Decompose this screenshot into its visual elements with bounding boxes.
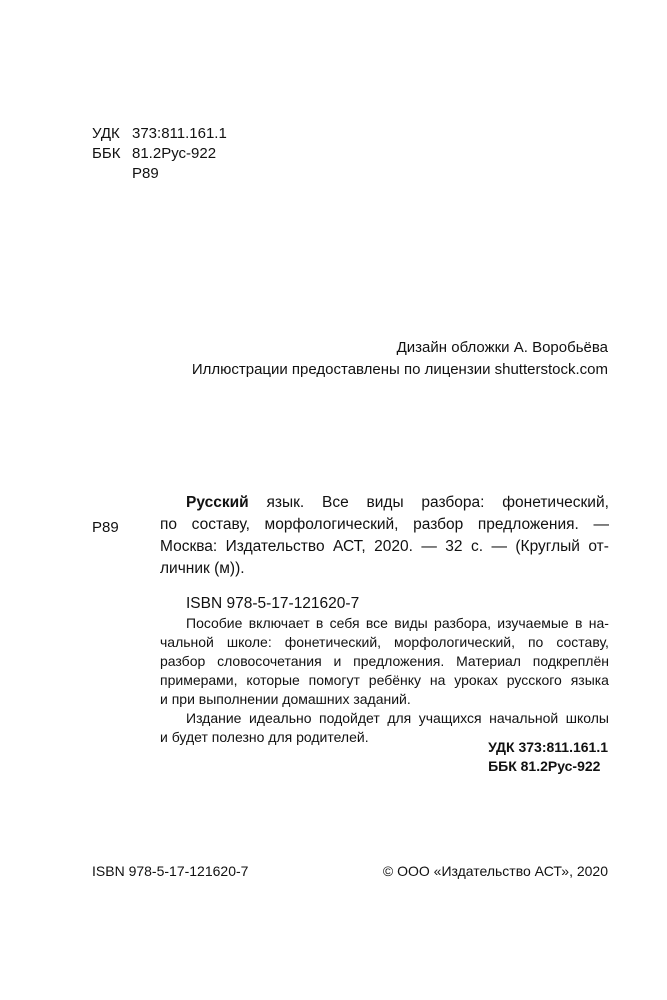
annotation-word: и: [333, 653, 342, 669]
annotation-word: включает: [248, 615, 310, 631]
annotation-word: изучаемые: [497, 615, 569, 631]
annotation-word: составу,: [556, 634, 609, 650]
annotation-word: Материал: [456, 653, 521, 669]
annotation-line: [160, 633, 609, 652]
biblio-word: морфологический,: [264, 516, 399, 533]
annotation-word: предложения.: [353, 653, 445, 669]
annotation-word: идеально: [248, 710, 312, 726]
biblio-word: разбора:: [421, 494, 485, 511]
annotation-word: подойдет: [319, 710, 380, 726]
biblio-word: предложения.: [477, 516, 579, 533]
biblio-word: язык.: [266, 494, 305, 511]
biblio-word: —: [421, 538, 437, 555]
udk-row: [92, 124, 227, 144]
biblio-word: —: [593, 516, 609, 533]
cover-design-credit: Дизайн обложки А. Воробьёва: [396, 339, 608, 356]
annotation: [160, 614, 609, 747]
annotation-line: [160, 614, 609, 633]
bibliographic-entry: [160, 492, 609, 580]
annotation-line: [160, 671, 609, 690]
annotation-word: школе:: [226, 634, 272, 650]
biblio-word: от-: [588, 538, 609, 555]
annotation-word: русского: [506, 672, 562, 688]
biblio-word: с.: [470, 538, 484, 555]
annotation-word: помогут: [308, 672, 360, 688]
annotation-word: примерами,: [160, 672, 238, 688]
annotation-word: в: [315, 615, 324, 631]
biblio-line-text: личник (м)).: [160, 560, 245, 577]
bbk-label: ББК: [92, 145, 121, 162]
biblio-word: 32: [445, 538, 463, 555]
annotation-word: на-: [588, 615, 609, 631]
annotation-word: в: [575, 615, 583, 631]
footer-copyright: © ООО «Издательство АСТ», 2020: [382, 863, 608, 879]
annotation-word: подкреплён: [532, 653, 609, 669]
biblio-word: Москва:: [160, 538, 218, 555]
annotation-word: разбора,: [434, 615, 491, 631]
biblio-line-1: [160, 492, 609, 514]
biblio-word: по: [160, 516, 178, 533]
annotation-line: [160, 690, 609, 709]
annotation-word: себя: [329, 615, 360, 631]
annotation-word: начальной: [489, 710, 559, 726]
bbk-row: [92, 144, 216, 164]
biblio-word: Все: [322, 494, 349, 511]
biblio-line-2: [160, 514, 609, 536]
udk-value: 373:811.161.1: [132, 125, 227, 142]
biblio-line-3: [160, 536, 609, 558]
annotation-line: [160, 709, 609, 728]
annotation-word: на: [429, 672, 446, 688]
biblio-line-4: [160, 558, 609, 580]
biblio-word: —: [491, 538, 507, 555]
udk-label: УДК: [92, 125, 120, 142]
annotation-word: словосочетания: [217, 653, 322, 669]
biblio-word: 2020.: [374, 538, 413, 555]
annotation-word: учащихся: [418, 710, 482, 726]
annotation-word: ребёнку: [368, 672, 422, 688]
biblio-word: составу,: [191, 516, 250, 533]
annotation-word: школы: [565, 710, 609, 726]
author-sign: Р89: [132, 165, 159, 182]
annotation-word: языка: [570, 672, 609, 688]
annotation-word: которые: [246, 672, 300, 688]
annotation-word: Пособие: [186, 615, 243, 631]
biblio-word: фонетический,: [502, 494, 609, 511]
annotation-word: все: [365, 615, 388, 631]
biblio-word: Издательство: [225, 538, 325, 555]
biblio-word: виды: [366, 494, 404, 511]
biblio-word: АСТ,: [333, 538, 366, 555]
annotation-word: Издание: [186, 710, 242, 726]
footer-isbn: ISBN 978-5-17-121620-7: [92, 863, 249, 879]
annotation-word: по: [527, 634, 544, 650]
isbn-main: ISBN 978-5-17-121620-7: [186, 595, 360, 612]
illustrations-credit: Иллюстрации предоставлены по лицензии shutterstock.com: [191, 361, 608, 378]
biblio-word: (Круглый: [515, 538, 580, 555]
biblio-word: разбор: [413, 516, 464, 533]
bbk-value: 81.2Рус-922: [132, 145, 217, 162]
annotation-word: уроках: [454, 672, 498, 688]
annotation-word: фонетический,: [284, 634, 382, 650]
annotation-line: [160, 652, 609, 671]
udk-code: УДК 373:811.161.1: [488, 739, 608, 755]
codes-block: [488, 738, 608, 776]
annotation-word: разбор: [160, 653, 206, 669]
entry-author-sign: Р89: [92, 519, 119, 536]
annotation-word: морфологический,: [394, 634, 515, 650]
biblio-title-bold: Русский: [186, 494, 249, 511]
bbk-code: ББК 81.2Рус-922: [488, 758, 601, 774]
annotation-word: виды: [394, 615, 428, 631]
author-sign-row: [92, 164, 159, 184]
annotation-word: чальной: [160, 634, 214, 650]
annotation-word: для: [387, 710, 412, 726]
annotation-line-text: и будет полезно для родителей.: [160, 729, 369, 745]
annotation-line-text: и при выполнении домашних заданий.: [160, 691, 411, 707]
